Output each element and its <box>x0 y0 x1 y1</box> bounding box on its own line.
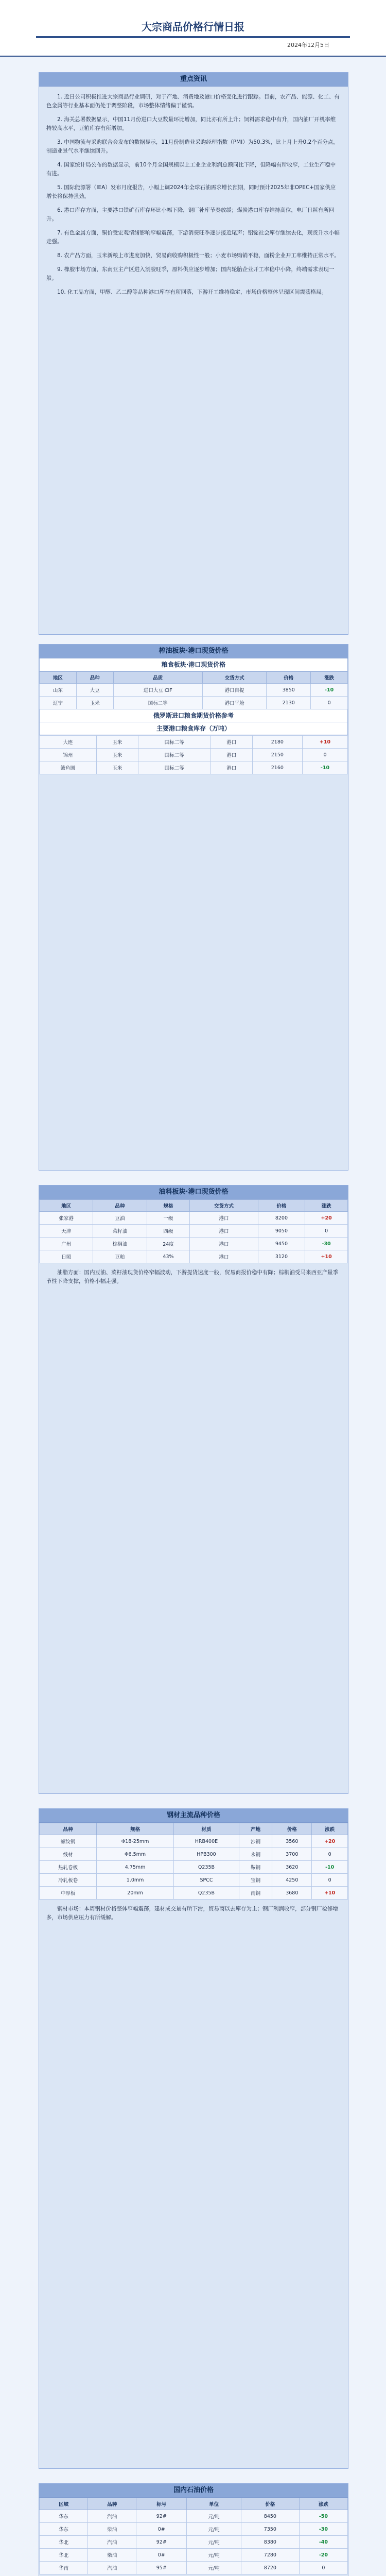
col-header: 交货方式 <box>203 672 267 684</box>
cell: 0 <box>311 697 348 709</box>
cell: 港口 <box>190 1238 258 1250</box>
note-text: 油脂方面：国内豆油、菜籽油现货价格窄幅波动，下游提货速度一般，贸易商报价稳中有降；棕榈油受马来西亚产量季节性下降支撑，价格小幅走强。 <box>46 1269 338 1284</box>
cell: 43% <box>147 1250 190 1263</box>
news-panel <box>39 72 348 635</box>
cell: 国标二等 <box>138 749 210 761</box>
cell: -50 <box>299 2510 347 2523</box>
cell: HPB300 <box>173 1848 239 1861</box>
table-row <box>40 2536 348 2549</box>
news-item: 6. 港口库存方面，主要港口铁矿石库存环比小幅下降，钢厂补库节奏放缓；煤炭港口库存维持高位，电厂日耗有所回升。 <box>46 207 335 222</box>
cell: Φ6.5mm <box>97 1848 174 1861</box>
cell: -30 <box>299 2523 347 2536</box>
col-header: 材质 <box>173 1823 239 1835</box>
cell: 热轧卷板 <box>40 1861 97 1874</box>
cell: 2130 <box>267 697 311 709</box>
cell: +10 <box>312 1887 348 1900</box>
cell: 港口 <box>190 1250 258 1263</box>
cell: 国标二等 <box>113 697 203 709</box>
cell: 港口 <box>210 761 252 774</box>
cell: +10 <box>305 1250 348 1263</box>
table-row <box>40 1238 348 1250</box>
cell: 元/吨 <box>187 2536 241 2549</box>
cell: 0 <box>303 749 348 761</box>
col-header: 价格 <box>258 1200 305 1212</box>
cell: 华北 <box>40 2549 88 2562</box>
grain-title: 粮食板块·港口现货价格 <box>39 658 348 671</box>
cell: 1.0mm <box>97 1874 174 1887</box>
steel-panel <box>39 1808 348 2469</box>
cell: 玉米 <box>96 761 138 774</box>
col-header: 品种 <box>93 1200 147 1212</box>
table-header-row <box>40 1823 348 1835</box>
news-item: 8. 农产品方面，玉米新粮上市进度加快，贸易商收购积极性一般；小麦市场购销平稳，面粉企业开工率维持正常水平。 <box>57 252 340 259</box>
cell: 华北 <box>40 2536 88 2549</box>
cell: -10 <box>311 684 348 697</box>
cell: 2160 <box>252 761 302 774</box>
col-header: 价格 <box>272 1823 312 1835</box>
table-row <box>40 1250 348 1263</box>
cell: 港口 <box>210 749 252 761</box>
cell: HRB400E <box>173 1835 239 1848</box>
cell: Φ18-25mm <box>97 1835 174 1848</box>
cell: -30 <box>305 1238 348 1250</box>
cell: 3620 <box>272 1861 312 1874</box>
cell: 国标二等 <box>138 761 210 774</box>
col-header: 涨跌 <box>312 1823 348 1835</box>
col-header: 规格 <box>97 1823 174 1835</box>
col-header: 规格 <box>147 1200 190 1212</box>
news-list <box>39 87 348 308</box>
cell: 四级 <box>147 1225 190 1238</box>
cell: 汽油 <box>88 2510 136 2523</box>
col-header: 交货方式 <box>190 1200 258 1212</box>
cell: 元/吨 <box>187 2510 241 2523</box>
table-row <box>40 1874 348 1887</box>
cell: 日照 <box>40 1250 93 1263</box>
table-row <box>40 684 348 697</box>
cell: 天津 <box>40 1225 93 1238</box>
cell: 柴油 <box>88 2523 136 2536</box>
cell: 元/吨 <box>187 2549 241 2562</box>
cell: 华南 <box>40 2562 88 2574</box>
oil-panel <box>39 1185 348 1794</box>
cell: +10 <box>303 736 348 749</box>
cell: 3700 <box>272 1848 312 1861</box>
table-row <box>40 2523 348 2536</box>
col-header: 价格 <box>241 2498 299 2510</box>
col-header: 单位 <box>187 2498 241 2510</box>
cell: 鲅鱼圈 <box>40 761 97 774</box>
cell: 南钢 <box>239 1887 272 1900</box>
cell: Q235B <box>173 1887 239 1900</box>
cell: 进口大豆 CIF <box>113 684 203 697</box>
cell: 广州 <box>40 1238 93 1250</box>
cell: 一级 <box>147 1212 190 1225</box>
cell: 0 <box>299 2562 347 2574</box>
cell: 棕榈油 <box>93 1238 147 1250</box>
cell: 92# <box>136 2510 187 2523</box>
grain-subtitle: 俄罗斯进口粮食期货价格参考 <box>39 709 348 722</box>
cell: +20 <box>312 1835 348 1848</box>
cell: 华东 <box>40 2523 88 2536</box>
table-header-row <box>40 1200 348 1212</box>
cell: 国标二等 <box>138 736 210 749</box>
cell: 山东 <box>40 684 77 697</box>
cell: 0 <box>312 1848 348 1861</box>
cell: 螺纹钢 <box>40 1835 97 1848</box>
cell: 玉米 <box>96 749 138 761</box>
table-row <box>40 2510 348 2523</box>
news-item: 1. 近日公司积极推进大宗商品行业调研，对于产地、消费地及港口价格变化进行跟踪。目前，农产品、能源、化工、有色金属等行业基本面仍处于调整阶段，市场整体情绪偏于谨慎。 <box>46 94 340 109</box>
note-text: 钢材市场：本周钢材价格整体窄幅震荡，建材成交量有所下滑，贸易商以去库存为主；钢厂利润收窄，部分钢厂检修增多，市场供应压力有所缓解。 <box>46 1906 338 1921</box>
table-header-row <box>40 2498 348 2510</box>
cell: 辽宁 <box>40 697 77 709</box>
news-banner: 重点资讯 <box>39 73 348 87</box>
table-row <box>40 1861 348 1874</box>
cell: -10 <box>312 1861 348 1874</box>
report-title: 大宗商品价格行情日报 <box>142 21 244 33</box>
cell: 华东 <box>40 2510 88 2523</box>
col-header: 价格 <box>267 672 311 684</box>
cell: 3680 <box>272 1887 312 1900</box>
oil-banner: 油料板块·港口现货价格 <box>39 1185 348 1199</box>
news-item: 5. 国际能源署（IEA）发布月度报告，小幅上调2024年全球石油需求增长预期，同时预计2025年非OPEC+国家供应增长将保持强劲。 <box>46 184 336 199</box>
cell: 菜籽油 <box>93 1225 147 1238</box>
cell: 3560 <box>272 1835 312 1848</box>
petro-banner: 国内石油价格 <box>39 2484 348 2498</box>
oil-note <box>39 1263 348 1291</box>
cell: 冷轧板卷 <box>40 1874 97 1887</box>
steel-note <box>39 1900 348 1927</box>
cell: 7280 <box>241 2549 299 2562</box>
cell: 豆油 <box>93 1212 147 1225</box>
cell: 汽油 <box>88 2562 136 2574</box>
cell: 锦州 <box>40 749 97 761</box>
cell: Q235B <box>173 1861 239 1874</box>
steel-table <box>39 1823 348 1900</box>
cell: 柴油 <box>88 2549 136 2562</box>
col-header: 区域 <box>40 2498 88 2510</box>
news-item: 3. 中国物流与采购联合会发布的数据显示，11月份制造业采购经理指数（PMI）为50.3%，比上月上升0.2个百分点，制造业景气水平继续回升。 <box>46 139 339 154</box>
cell: -20 <box>299 2549 347 2562</box>
col-header: 品质 <box>113 672 203 684</box>
cell: 4.75mm <box>97 1861 174 1874</box>
cell: 7350 <box>241 2523 299 2536</box>
cell: 港口 <box>190 1225 258 1238</box>
col-header: 品种 <box>76 672 113 684</box>
cell: 中厚板 <box>40 1887 97 1900</box>
cell: 张家港 <box>40 1212 93 1225</box>
cell: 宝钢 <box>239 1874 272 1887</box>
col-header: 地区 <box>40 672 77 684</box>
cell: 0# <box>136 2523 187 2536</box>
cell: 2180 <box>252 736 302 749</box>
table-row <box>40 736 348 749</box>
cell: 8720 <box>241 2562 299 2574</box>
cell: 8200 <box>258 1212 305 1225</box>
cell: +20 <box>305 1212 348 1225</box>
grain-banner: 榨油板块·港口现货价格 <box>39 645 348 658</box>
cell: 0# <box>136 2549 187 2562</box>
table-row <box>40 749 348 761</box>
cell: 汽油 <box>88 2536 136 2549</box>
report-date: 2024年12月5日 <box>287 42 329 48</box>
table-header-row <box>40 672 348 684</box>
table-row <box>40 697 348 709</box>
cell: 元/吨 <box>187 2523 241 2536</box>
table-row <box>40 1835 348 1848</box>
news-item: 4. 国家统计局公布的数据显示，前10个月全国规模以上工业企业利润总额同比下降，但降幅有所收窄，工业生产稳中有进。 <box>46 162 336 177</box>
cell: 线材 <box>40 1848 97 1861</box>
report-header <box>0 0 386 57</box>
grain-stock-table <box>39 735 348 774</box>
cell: 2150 <box>252 749 302 761</box>
cell: 鞍钢 <box>239 1861 272 1874</box>
cell: 9050 <box>258 1225 305 1238</box>
oil-table <box>39 1199 348 1263</box>
col-header: 涨跌 <box>305 1200 348 1212</box>
cell: 港口平舱 <box>203 697 267 709</box>
cell: 3850 <box>267 684 311 697</box>
table-row <box>40 2549 348 2562</box>
table-row <box>40 1887 348 1900</box>
cell: 9450 <box>258 1238 305 1250</box>
grain-table <box>39 671 348 709</box>
col-header: 涨跌 <box>299 2498 347 2510</box>
col-header: 产地 <box>239 1823 272 1835</box>
cell: 92# <box>136 2536 187 2549</box>
col-header: 品种 <box>88 2498 136 2510</box>
table-row <box>40 1225 348 1238</box>
header-divider <box>36 36 350 38</box>
cell: 玉米 <box>76 697 113 709</box>
cell: 24度 <box>147 1238 190 1250</box>
table-row <box>40 1848 348 1861</box>
news-item: 2. 海关总署数据显示，中国11月份进口大豆数量环比增加，同比亦有所上升；饲料需求稳中有升，国内油厂开机率维持较高水平，豆粕库存有所增加。 <box>46 116 336 131</box>
cell: 大连 <box>40 736 97 749</box>
cell: 大豆 <box>76 684 113 697</box>
cell: 3120 <box>258 1250 305 1263</box>
petro-panel <box>39 2483 348 2576</box>
cell: 4250 <box>272 1874 312 1887</box>
table-row <box>40 2562 348 2574</box>
cell: 永钢 <box>239 1848 272 1861</box>
cell: 20mm <box>97 1887 174 1900</box>
table-row <box>40 761 348 774</box>
cell: -40 <box>299 2536 347 2549</box>
cell: SPCC <box>173 1874 239 1887</box>
cell: 玉米 <box>96 736 138 749</box>
cell: 港口 <box>210 736 252 749</box>
news-item: 7. 有色金属方面，铜价受宏观情绪影响窄幅震荡，下游消费旺季逐步接近尾声；铝锭社会库存继续去化，现货升水小幅走强。 <box>46 230 340 245</box>
news-item: 10. 化工品方面，甲醇、乙二醇等品种港口库存有所回落，下游开工维持稳定，市场价格整体呈现区间震荡格局。 <box>57 289 327 295</box>
col-header: 标号 <box>136 2498 187 2510</box>
petro-table <box>39 2498 348 2574</box>
col-header: 涨跌 <box>311 672 348 684</box>
cell: 95# <box>136 2562 187 2574</box>
cell: 豆粕 <box>93 1250 147 1263</box>
col-header: 品种 <box>40 1823 97 1835</box>
col-header: 地区 <box>40 1200 93 1212</box>
cell: 港口自提 <box>203 684 267 697</box>
cell: 0 <box>305 1225 348 1238</box>
cell: 港口 <box>190 1212 258 1225</box>
cell: -10 <box>303 761 348 774</box>
cell: 8380 <box>241 2536 299 2549</box>
cell: 8450 <box>241 2510 299 2523</box>
news-item: 9. 橡胶市场方面，东南亚主产区进入割胶旺季，原料供应逐步增加；国内轮胎企业开工率稳中小降，终端需求表现一般。 <box>46 266 335 281</box>
grain-panel <box>39 644 348 1171</box>
table-row <box>40 1212 348 1225</box>
cell: 元/吨 <box>187 2562 241 2574</box>
grain-stock-title: 主要港口粮食库存（万吨） <box>39 722 348 735</box>
cell: 0 <box>312 1874 348 1887</box>
steel-banner: 钢材主流品种价格 <box>39 1809 348 1823</box>
cell: 沙钢 <box>239 1835 272 1848</box>
